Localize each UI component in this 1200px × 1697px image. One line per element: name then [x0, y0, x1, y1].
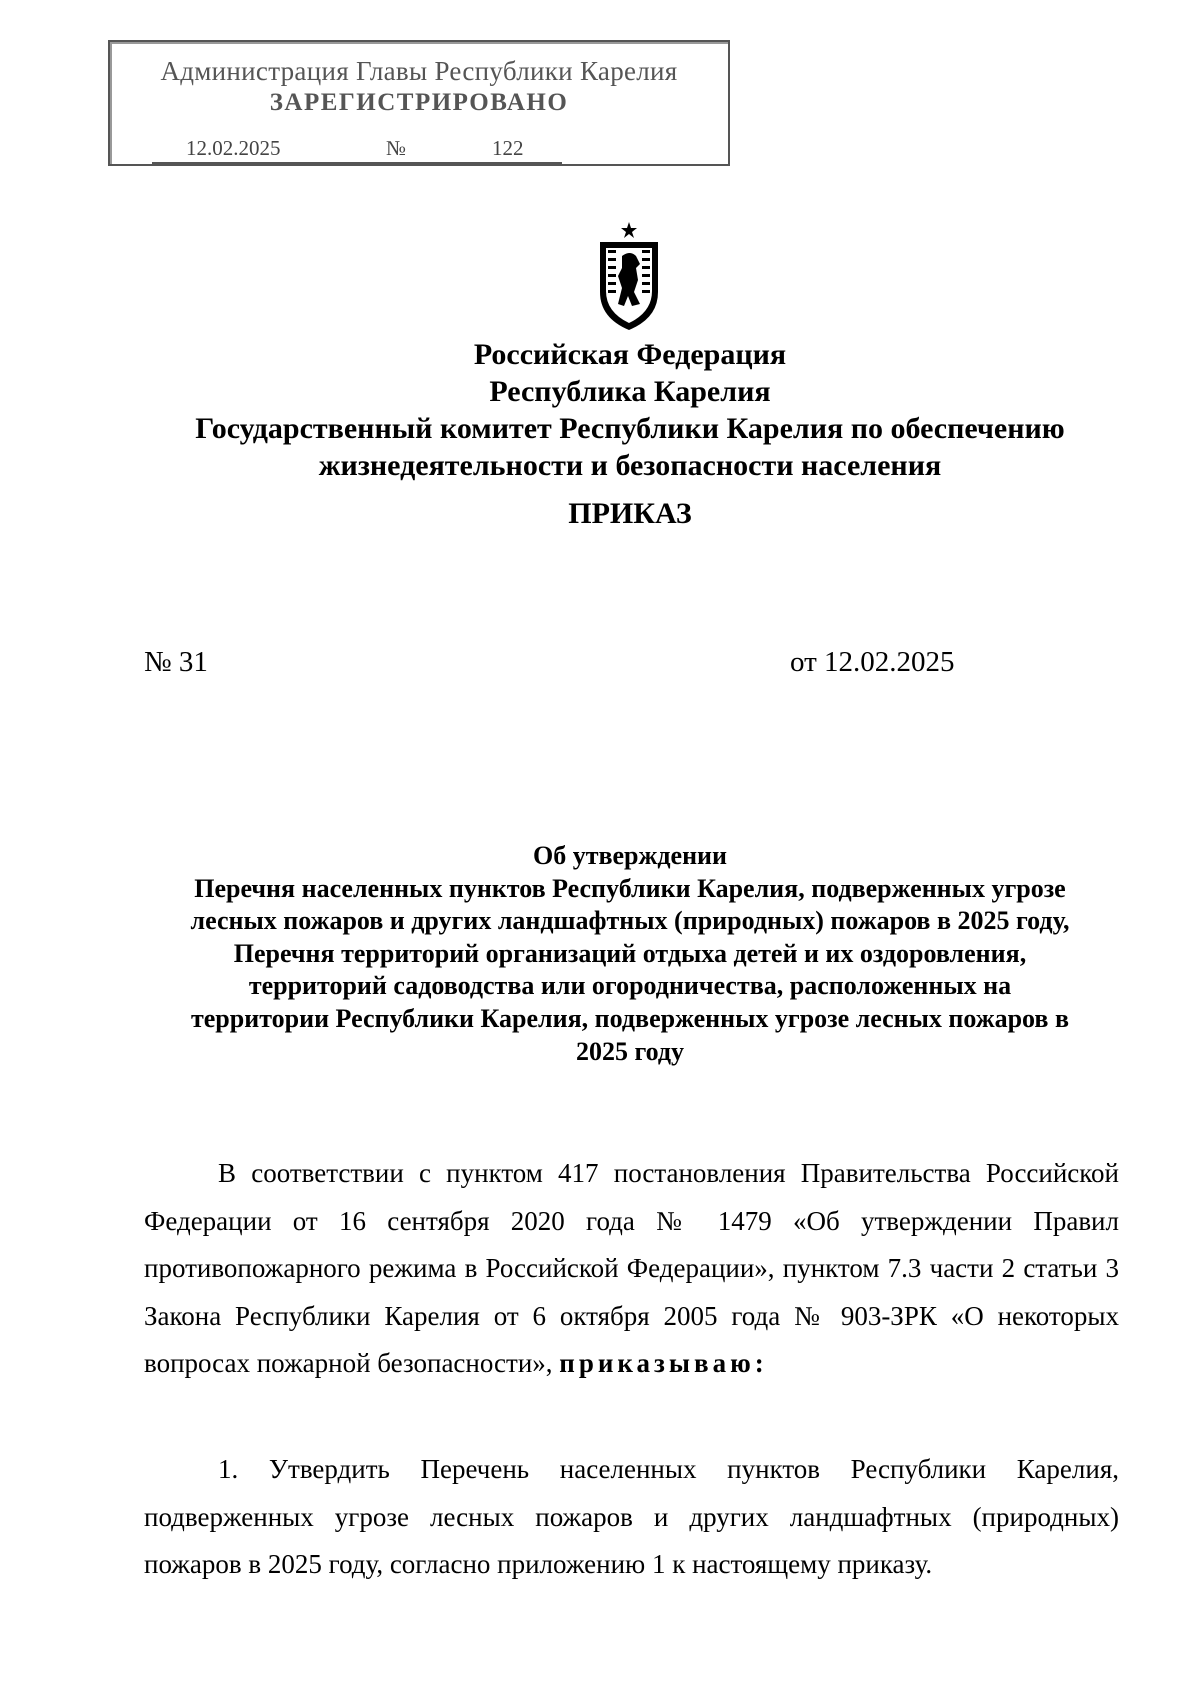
header-republic: Республика Карелия [489, 375, 771, 408]
coat-of-arms-emblem [584, 222, 674, 332]
stamp-number: 122 [492, 136, 524, 160]
document-header [100, 336, 1160, 484]
order-number: № 31 [144, 646, 208, 678]
header-committee-line1: Государственный комитет Республики Карелия по обеспечению [195, 412, 1065, 445]
order-command: приказываю: [559, 1348, 768, 1378]
order-subject [130, 840, 1130, 1068]
clause-1-paragraph: 1. Утвердить Перечень населенных пунктов Республики Карелия, подверженных угрозе лесных пожаров и других ландшафтных (природных) пожаров в 2025 году, согласно приложению 1 к настоящему приказу. [144, 1454, 1119, 1579]
stamp-registered: ЗАРЕГИСТРИРОВАНО [269, 89, 569, 116]
subject-line: лесных пожаров и других ландшафтных (природных) пожаров в 2025 году, [190, 906, 1070, 936]
stamp-number-sign: № [386, 136, 407, 160]
preamble-paragraph [144, 1150, 1119, 1388]
subject-line: Перечня территорий организаций отдыха детей и их оздоровления, [233, 938, 1027, 968]
preamble-text: В соответствии с пунктом 417 постановления Правительства Российской Федерации от 16 сентября 2020 года № 1479 «Об утверждении Правил противопожарного режима в Российской Федерации», пунктом 7.3 части 2 статьи 3 Закона Республики Карелия от 6 октября 2005 года № 903-ЗРК «О некоторых вопросах пожарной безопасности», [144, 1158, 1119, 1378]
stamp-authority: Администрация Главы Республики Карелия [160, 56, 678, 86]
subject-line: территорий садоводства или огородничества, расположенных на [248, 971, 1012, 1001]
subject-line: Перечня населенных пунктов Республики Карелия, подверженных угрозе [194, 873, 1066, 903]
subject-line: территории Республики Карелия, подверженных угрозе лесных пожаров в [191, 1003, 1069, 1033]
stamp-date: 12.02.2025 [186, 136, 281, 160]
order-date: от 12.02.2025 [790, 646, 955, 678]
subject-line: 2025 году [575, 1036, 685, 1066]
header-committee-line2: жизнедеятельности и безопасности населения [318, 449, 942, 482]
registration-stamp [108, 40, 730, 166]
subject-line: Об утверждении [532, 841, 728, 870]
stamp-registration-line [152, 136, 562, 164]
header-country: Российская Федерация [473, 338, 787, 371]
order-title: ПРИКАЗ [568, 497, 692, 530]
